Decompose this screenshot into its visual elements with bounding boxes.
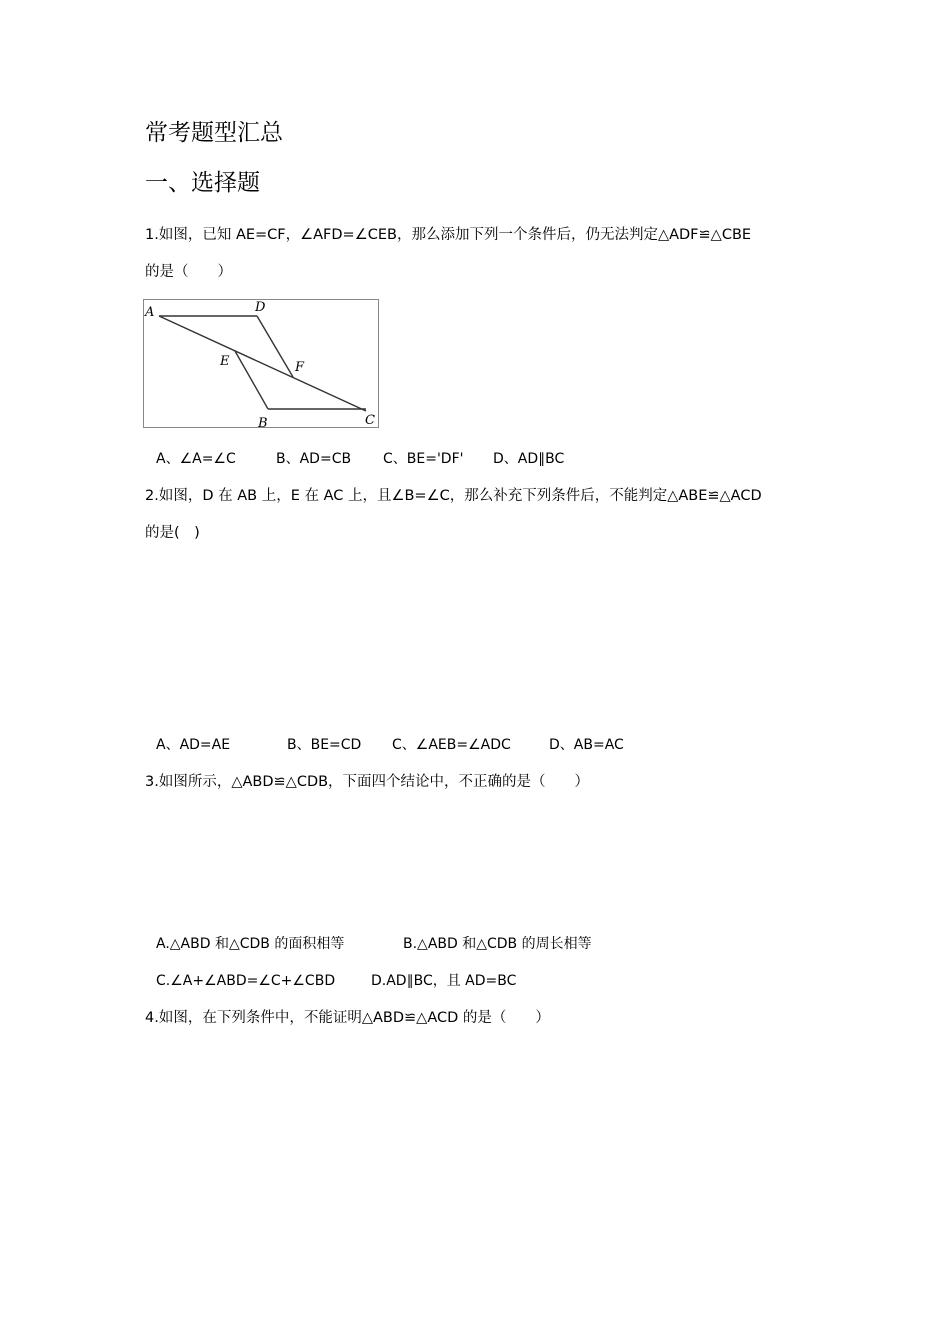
question-3-option-d: D.AD∥BC，且 AD=BC (371, 973, 517, 989)
question-1-option-c: C、BE='DF' (383, 451, 464, 467)
figure-label-a: A (145, 305, 155, 320)
question-3-option-c: C.∠A+∠ABD=∠C+∠CBD (156, 973, 336, 989)
question-2-option-b: B、BE=CD (287, 737, 362, 753)
page-heading: 常考题型汇总 (145, 120, 283, 146)
question-1-figure (143, 299, 379, 428)
figure-label-f: F (295, 360, 305, 375)
figure-label-d: D (255, 300, 266, 315)
question-2-option-a: A、AD=AE (156, 737, 231, 753)
question-3-stem: 3.如图所示，△ABD≌△CDB，下面四个结论中，不正确的是（ ） (145, 774, 590, 790)
question-1-stem-line2: 的是（ ） (145, 264, 232, 280)
question-4-stem: 4.如图，在下列条件中，不能证明△ABD≌△ACD 的是（ ） (145, 1010, 550, 1026)
question-2-stem-line1: 2.如图，D 在 AB 上，E 在 AC 上，且∠B=∠C，那么补充下列条件后，不能判定△ABE≌△ACD (145, 488, 762, 504)
question-3-option-b: B.△ABD 和△CDB 的周长相等 (403, 936, 592, 952)
question-2-stem-line2: 的是( ) (145, 525, 200, 541)
figure-label-b: B (258, 416, 268, 428)
question-2-option-c: C、∠AEB=∠ADC (392, 737, 511, 753)
question-3-option-a: A.△ABD 和△CDB 的面积相等 (156, 936, 345, 952)
question-1-stem-line1: 1.如图，已知 AE=CF，∠AFD=∠CEB，那么添加下列一个条件后，仍无法判定△ADF≌△CBE (145, 227, 752, 243)
question-2-option-d: D、AB=AC (549, 737, 624, 753)
question-1-option-a: A、∠A=∠C (156, 451, 236, 467)
section-title: 一、选择题 (145, 170, 260, 196)
question-1-option-d: D、AD∥BC (493, 451, 565, 467)
figure-label-e: E (220, 354, 230, 369)
figure-label-c: C (365, 413, 375, 428)
question-1-option-b: B、AD=CB (276, 451, 352, 467)
